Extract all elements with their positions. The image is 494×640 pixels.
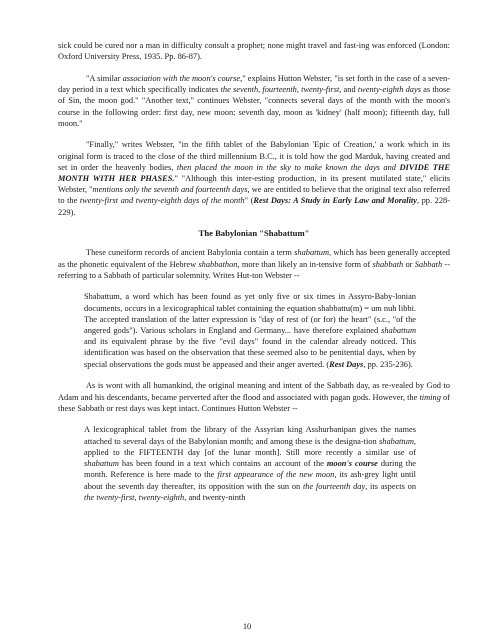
paragraph-moon-course: "A similar association with the moon's course," explains Hutton Webster, "is set forth in the case of a seven-day period in a text which specifically indicates the seventh, fourteenth, twenty-first, and twenty-eighth days as those of Sin, the moon god." "Another text," continues Webster, "connects several days of the month with the moon's course in the following order: first day, new moon; seventh day, moon as 'kidney' (half moon); fifteenth day, full moon." (58, 73, 450, 128)
document-page (58, 40, 450, 513)
paragraph-epic-of-creation: "Finally," writes Webster, "in the fifth tablet of the Babylonian 'Epic of Creation,' a work which in its original form is traced to the close of the third millennium B.C., it is told how the god Marduk, having created and set in order the heavenly bodies, then placed the moon in the sky to make known the days and DIVIDE THE MONTH WITH HER PHASES." "Although this inter-esting production, in its present mutilated state," elicits Webster, "mentions only the seventh and fourteenth days, we are entitled to believe that the original text also referred to the twenty-first and twenty-eighth days of the month" (Rest Days: A Study in Early Law and Morality, pp. 228-229). (58, 140, 450, 217)
paragraph-cuneiform-records: These cuneiform records of ancient Babylonia contain a term shabattum, which has been generally accepted as the phonetic equivalent of the Hebrew shabbathon, more than likely an in-tensive form of shabbath or Sabbath -- referring to a Sabbath of particular solemnity. Writes Hut-ton Webster -- (58, 248, 450, 280)
page-number: 10 (242, 622, 252, 631)
paragraph-perverted-sabbath: As is wont with all humankind, the original meaning and intent of the Sabbath day, as re-vealed by God to Adam and his descendants, became perverted after the flood and associated with pagan gods. However, the timing of these Sabbath or rest days was kept intact. Continues Hutton Webster -- (58, 381, 451, 413)
block-quote-shabattum: Shabattum, a word which has been found as yet only five or six times in Assyro-Baby-lonian documents, occurs in a lexicographical tablet containing the equation shabbattu(m) = um nuh libbi. The accepted translation of the latter expression is "day of rest of (or for) the heart" (s.c., "of the angered gods"). Various scholars in England and Germany... have therefore explained shabattum and its equivalent phrase by the five "evil days" found in the calendar already noticed. This identification was based on the observation that these seemed also to be penitential days, when by special observations the gods must be appeased and their anger averted. (Rest Days, pp. 235-236). (84, 292, 416, 369)
paragraph-continuation: sick could be cured nor a man in difficulty consult a prophet; none might travel and fast-ing was enforced (London: Oxford University Press, 1935. Pp. 86-87). (58, 41, 450, 62)
block-quote-lexicographical-tablet: A lexicographical tablet from the library of the Assyrian king Asshurbanipan gives the names attached to several days of the Babylonian month; and among these is the designa-tion shabattum, applied to the FIFTEENTH day [of the lunar month]. Still more recently a similar use of shabattum has been found in a text which contains an account of the moon's course during the month. Reference is here made to the first appearance of the new moon, its ash-grey light until about the seventh day thereafter, its opposition with the sun on the fourteenth day, its aspects on the twenty-first, twenty-eighth, and twenty-ninth (84, 425, 417, 502)
section-heading: The Babylonian "Shabattum" (198, 228, 310, 239)
